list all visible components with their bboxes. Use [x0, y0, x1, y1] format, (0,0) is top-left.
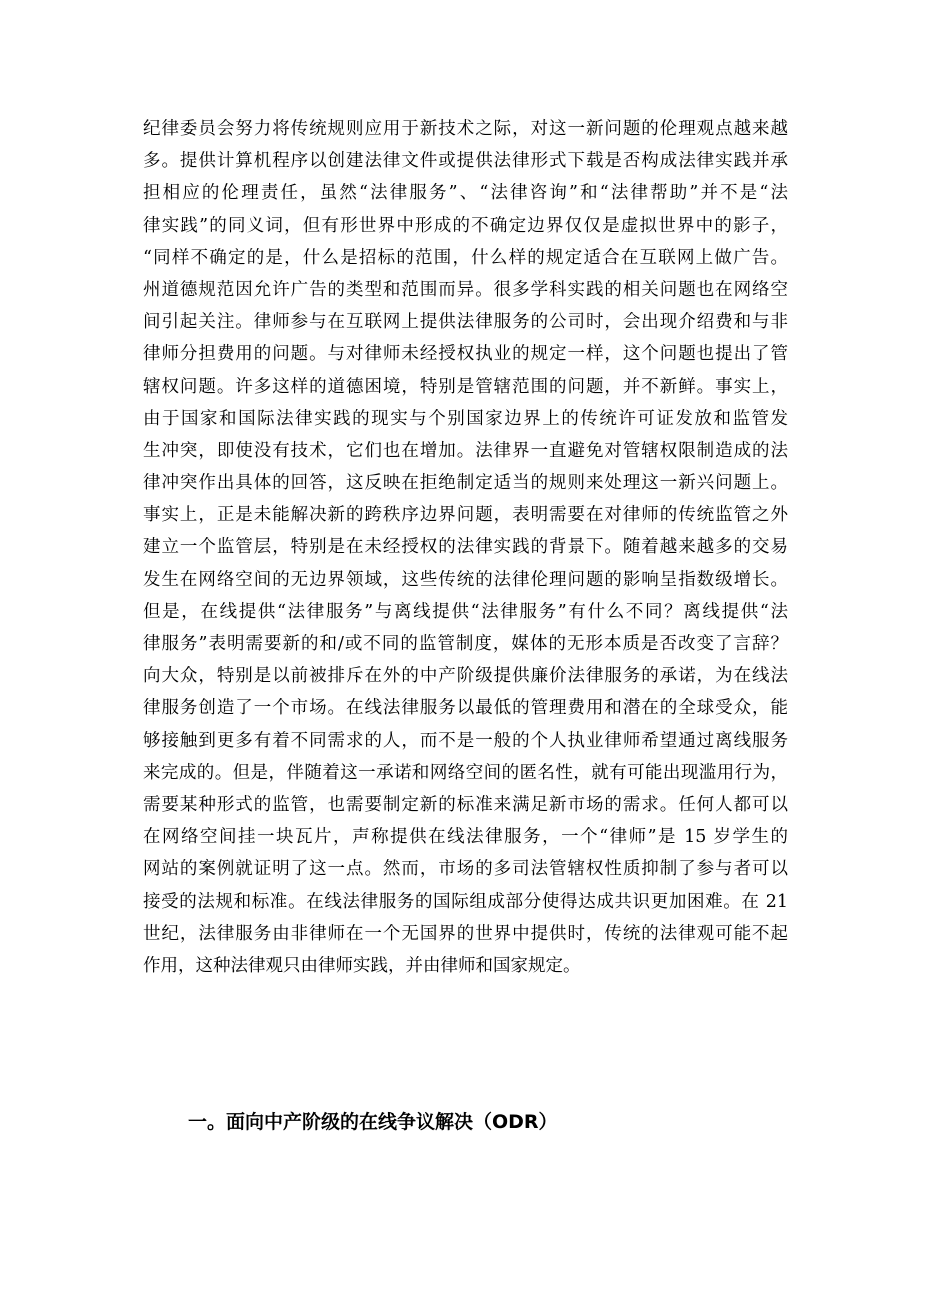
paragraph-line: 够接触到更多有着不同需求的人，而不是一般的个人执业律师希望通过离线服务 [143, 730, 788, 751]
paragraph-line: 州道德规范因允许广告的类型和范围而异。很多学科实践的相关问题也在网络空 [143, 279, 788, 300]
paragraph-line: 接受的法规和标准。在线法律服务的国际组成部分使得达成共识更加困难。在 21 [143, 891, 788, 912]
paragraph-line: 律服务”表明需要新的和/或不同的监管制度，媒体的无形本质是否改变了言辞？ [143, 634, 788, 654]
paragraph-line: 间引起关注。律师参与在互联网上提供法律服务的公司时，会出现介绍费和与非 [143, 312, 788, 333]
paragraph-line: 担相应的伦理责任，虽然“法律服务”、“法律咨询”和“法律帮助”并不是“法 [143, 183, 788, 204]
section-heading: 一。面向中产阶级的在线争议解决（ODR） [188, 1111, 558, 1133]
paragraph-line: 需要某种形式的监管，也需要制定新的标准来满足新市场的需求。任何人都可以 [143, 794, 788, 815]
paragraph-line: 纪律委员会努力将传统规则应用于新技术之际，对这一新问题的伦理观点越来越 [143, 119, 788, 139]
paragraph-line: 律师分担费用的问题。与对律师未经授权执业的规定一样，这个问题也提出了管 [143, 344, 788, 365]
paragraph-line: 生冲突，即使没有技术，它们也在增加。法律界一直避免对管辖权限制造成的法 [143, 440, 788, 461]
paragraph-line: 但是，在线提供“法律服务”与离线提供“法律服务”有什么不同？离线提供“法 [143, 601, 788, 622]
paragraph-line: 向大众，特别是以前被排斥在外的中产阶级提供廉价法律服务的承诺，为在线法 [143, 666, 788, 687]
paragraph-line: 作用，这种法律观只由律师实践，并由律师和国家规定。 [143, 955, 581, 976]
paragraph-line: 建立一个监管层，特别是在未经授权的法律实践的背景下。随着越来越多的交易 [143, 537, 788, 558]
paragraph-line: 律冲突作出具体的回答，这反映在拒绝制定适当的规则来处理这一新兴问题上。 [143, 473, 788, 494]
body-paragraph [143, 113, 788, 982]
paragraph-line: 来完成的。但是，伴随着这一承诺和网络空间的匿名性，就有可能出现滥用行为， [143, 762, 788, 783]
paragraph-line: “同样不确定的是，什么是招标的范围，什么样的规定适合在互联网上做广告。 [143, 247, 788, 268]
paragraph-line: 辖权问题。许多这样的道德困境，特别是管辖范围的问题，并不新鲜。事实上， [143, 376, 788, 397]
paragraph-line: 律服务创造了一个市场。在线法律服务以最低的管理费用和潜在的全球受众，能 [143, 698, 788, 719]
paragraph-line: 由于国家和国际法律实践的现实与个别国家边界上的传统许可证发放和监管发 [143, 408, 788, 429]
paragraph-line: 多。提供计算机程序以创建法律文件或提供法律形式下载是否构成法律实践并承 [143, 151, 788, 172]
paragraph-line: 网站的案例就证明了这一点。然而，市场的多司法管辖权性质抑制了参与者可以 [143, 859, 788, 880]
paragraph-line: 事实上，正是未能解决新的跨秩序边界问题，表明需要在对律师的传统监管之外 [143, 505, 788, 526]
paragraph-line: 律实践”的同义词，但有形世界中形成的不确定边界仅仅是虚拟世界中的影子， [143, 215, 788, 236]
paragraph-line: 发生在网络空间的无边界领域，这些传统的法律伦理问题的影响呈指数级增长。 [143, 569, 788, 590]
paragraph-line: 世纪，法律服务由非律师在一个无国界的世界中提供时，传统的法律观可能不起 [143, 923, 788, 944]
paragraph-line: 在网络空间挂一块瓦片，声称提供在线法律服务，一个“律师”是 15 岁学生的 [143, 827, 788, 848]
